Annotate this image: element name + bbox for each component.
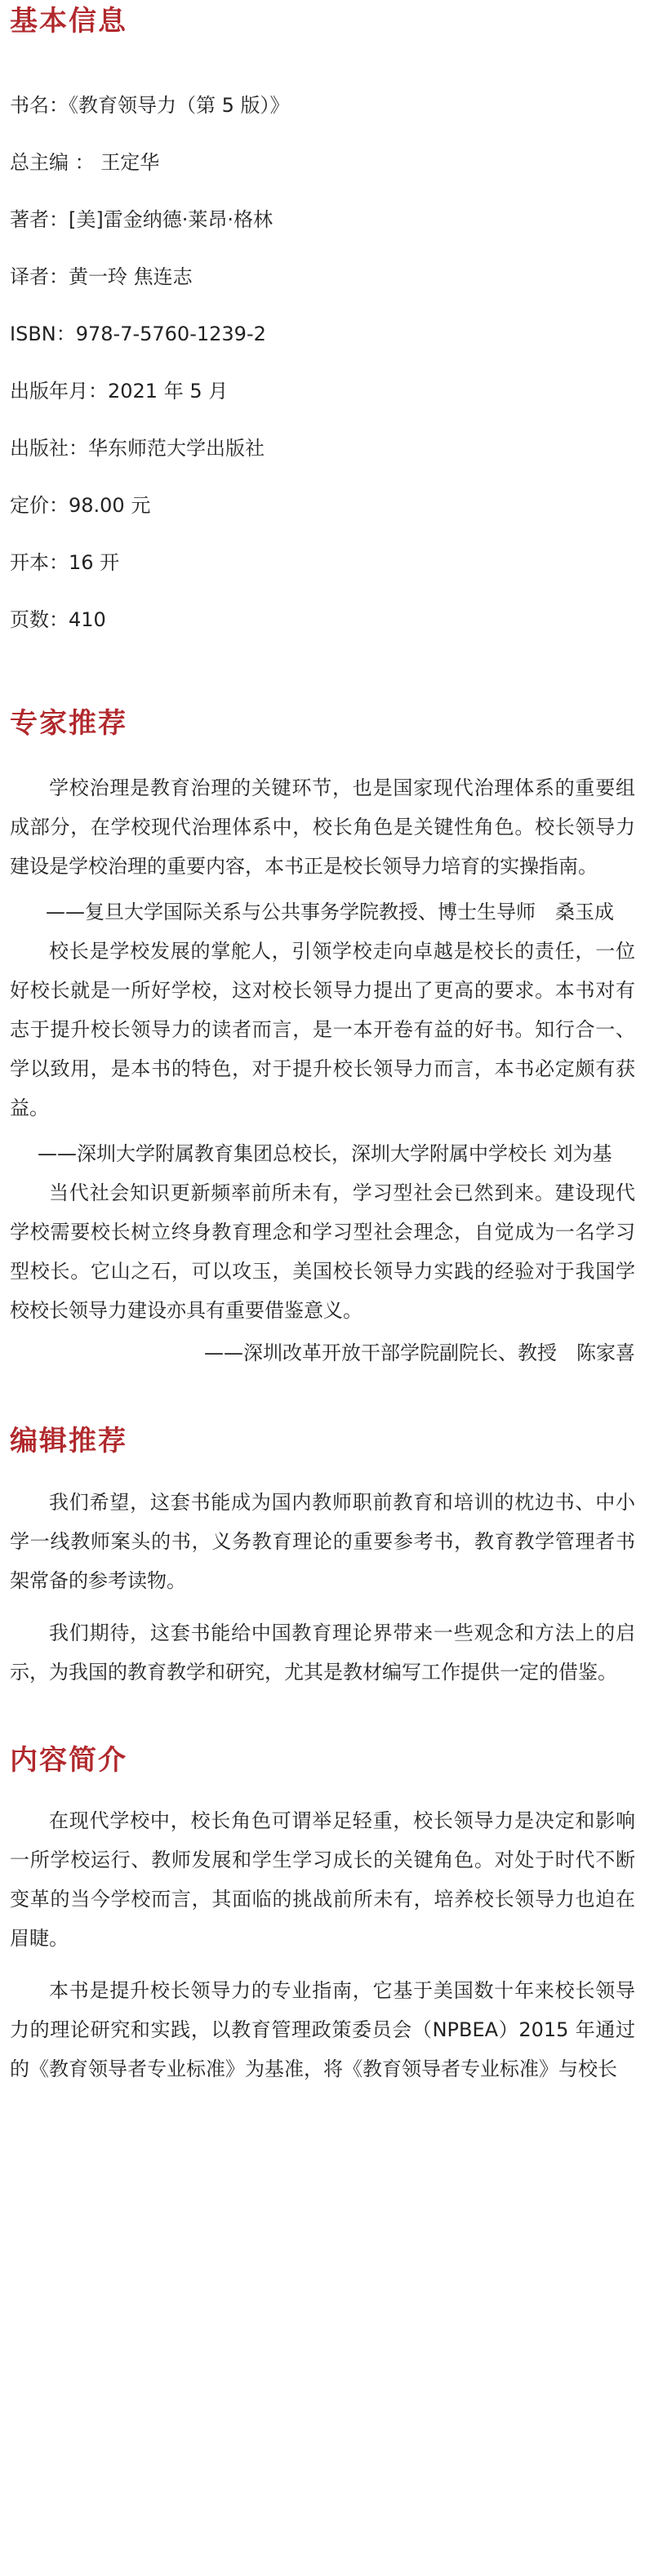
info-book-title: 书名：《教育领导力（第 5 版）》 [10, 94, 290, 117]
info-publish-date: 出版年月：2021 年 5 月 [10, 380, 229, 403]
editor-recommend-section [10, 1425, 635, 1692]
info-translator: 译者：黄一玲 焦连志 [10, 265, 193, 288]
expert-paragraph-2: 校长是学校发展的掌舵人，引领学校走向卓越是校长的责任，一位好校长就是一所好学校，这对校长领导力提出了更高的要求。本书对有志于提升校长领导力的读者而言，是一本开卷有益的好书。知行合一、学以致用，是本书的特色，对于提升校长领导力而言，本书必定颇有获益。 [10, 939, 635, 1119]
info-isbn: ISBN：978-7-5760-1239-2 [10, 323, 266, 345]
info-publisher: 出版社：华东师范大学出版社 [10, 437, 265, 460]
section-title-basic-info: 基本信息 [10, 5, 127, 38]
basic-info-section [10, 0, 635, 648]
info-price: 定价：98.00 元 [10, 494, 151, 517]
info-chief-editor: 总主编 ： 王定华 [10, 151, 160, 174]
section-title-editor: 编辑推荐 [10, 1424, 127, 1457]
content-intro-section [10, 1744, 635, 2089]
info-format: 开本：16 开 [10, 551, 120, 574]
info-pages: 页数：410 [10, 608, 106, 631]
expert-quote-author-3: ——深圳改革开放干部学院副院长、教授 陈家喜 [204, 1341, 635, 1364]
expert-recommend-section [10, 707, 635, 1373]
section-title-expert: 专家推荐 [10, 707, 127, 740]
intro-paragraph-2: 本书是提升校长领导力的专业指南，它基于美国数十年来校长领导力的理论研究和实践，以教育管理政策委员会（NPBEA）2015 年通过的《教育领导者专业标准》为基准，将《教育领导者专业标准》与校长 [10, 1979, 635, 2081]
editor-paragraph-2: 我们期待，这套书能给中国教育理论界带来一些观念和方法上的启示，为我国的教育教学和研究，尤其是教材编写工作提供一定的借鉴。 [10, 1621, 635, 1684]
expert-paragraph-3: 当代社会知识更新频率前所未有，学习型社会已然到来。建设现代学校需要校长树立终身教育理念和学习型社会理念，自觉成为一名学习型校长。它山之石，可以攻玉，美国校长领导力实践的经验对于我国学校校长领导力建设亦具有重要借鉴意义。 [10, 1181, 635, 1322]
expert-quote-author-2: ——深圳大学附属教育集团总校长，深圳大学附属中学校长 刘为基 [38, 1141, 612, 1165]
intro-paragraph-1: 在现代学校中，校长角色可谓举足轻重，校长领导力是决定和影响一所学校运行、教师发展和学生学习成长的关键角色。对处于时代不断变革的当今学校而言，其面临的挑战前所未有，培养校长领导力也迫在眉睫。 [10, 1809, 635, 1951]
info-author: 著者：[美]雷金纳德·莱昂·格林 [10, 208, 273, 231]
expert-paragraph-1: 学校治理是教育治理的关键环节，也是国家现代治理体系的重要组成部分，在学校现代治理体系中，校长角色是关键性角色。校长领导力建设是学校治理的重要内容，本书正是校长领导力培育的实操指南。 [10, 776, 635, 878]
section-title-intro: 内容简介 [10, 1743, 127, 1777]
editor-paragraph-1: 我们希望，这套书能成为国内教师职前教育和培训的枕边书、中小学一线教师案头的书，义务教育理论的重要参考书，教育教学管理者书架常备的参考读物。 [10, 1490, 635, 1592]
expert-quote-author-1: ——复旦大学国际关系与公共事务学院教授、博士生导师 桑玉成 [46, 900, 614, 923]
